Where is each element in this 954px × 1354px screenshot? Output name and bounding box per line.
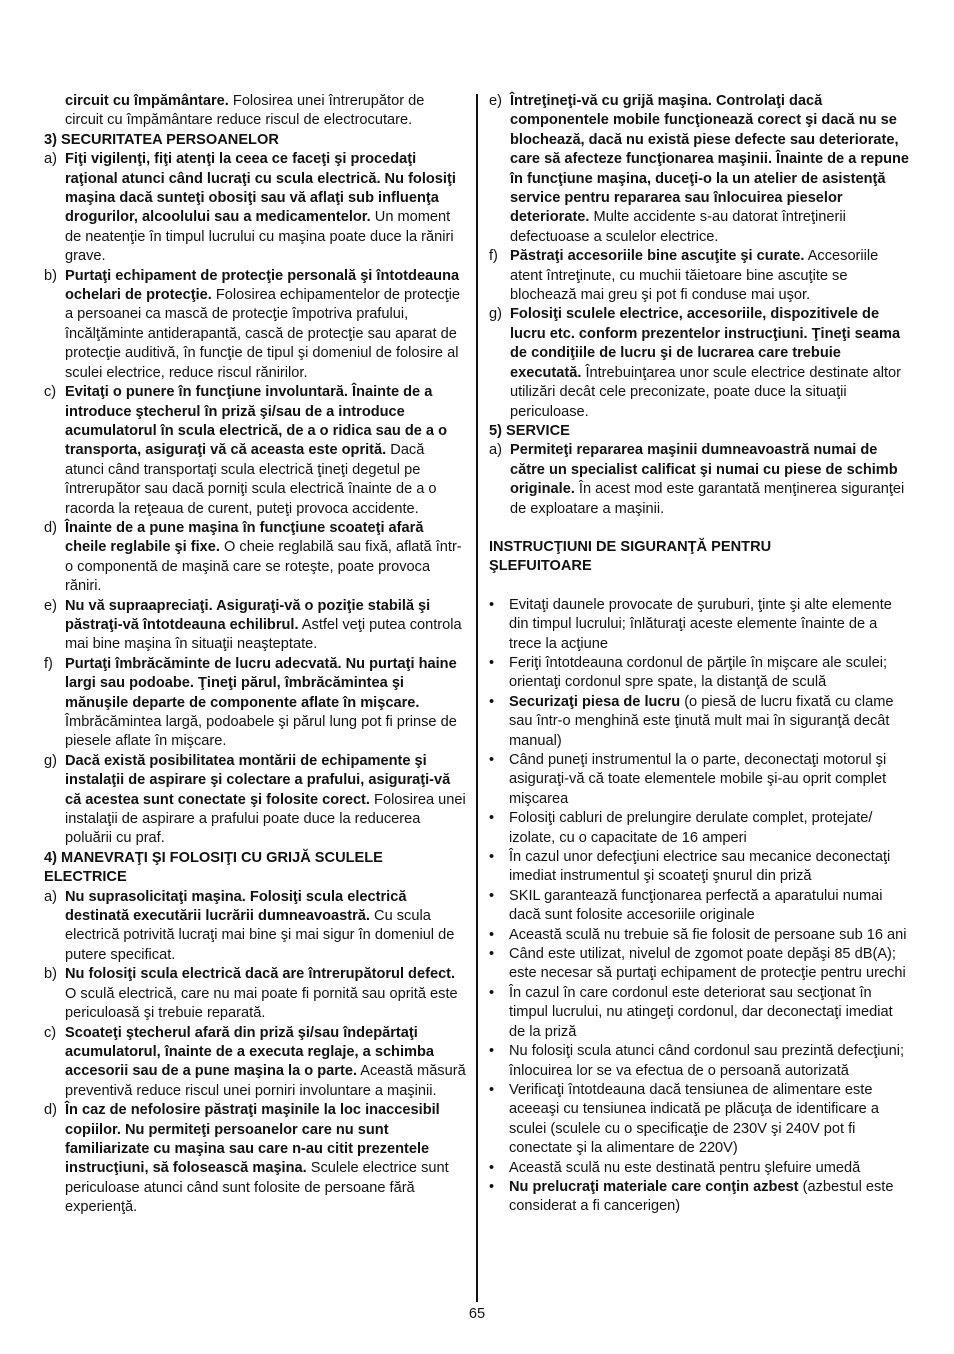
item-label: e) (489, 93, 502, 109)
bullet-item (489, 945, 911, 984)
item-text: O sculă electrică, care nu mai poate fi pornită sau oprită este periculoasă şi trebuie reparată. (65, 985, 458, 1022)
list-item (44, 888, 466, 966)
item-label: a) (44, 151, 57, 168)
item-label: a) (44, 888, 57, 905)
item-label: b) (44, 966, 57, 983)
item-label: d) (44, 519, 57, 536)
bullet-text: Folosiţi cabluri de prelungire derulate complet, protejate/ izolate, cu o capacitate de 16 amperi (509, 810, 873, 846)
bullet-dot-icon: • (489, 1178, 495, 1195)
item-text: Folosirea echipamentelor de protecţie a persoanei ca mască de protecţie împotriva prafului, încălţăminte antiderapantă, cască de protecţie sau aparat de protecţie auditivă, în funcţie de tipul şi domeniul de folosire al sculei electrice, reduce riscul rănirilor. (65, 287, 461, 381)
bullet-dot-icon: • (489, 810, 495, 827)
bullet-dot-icon: • (489, 887, 495, 904)
section-4-list (44, 888, 466, 1218)
item-label: g) (44, 752, 57, 769)
bullet-text: În cazul unor defecţiuni electrice sau mecanice deconectaţi imediat instrumentul şi scoateţi şnurul din priză (509, 849, 891, 885)
list-item (489, 441, 911, 519)
item-text: Folosirea unei instalaţii de aspirare a prafului poate duce la reducerea poluării cu praf. (65, 791, 466, 847)
list-item (44, 519, 466, 597)
item-label: c) (44, 1024, 57, 1041)
bullet-item (489, 1042, 911, 1081)
bullet-dot-icon: • (489, 752, 495, 768)
item-bold-text: Scoateţi ştecherul afară din priză şi/sau îndepărtaţi acumulatorul, înainte de a executa reglaje, a schimba accesorii sau de a pune maşina la o parte. (65, 1024, 435, 1080)
bullet-item (489, 596, 911, 654)
list-item (44, 267, 466, 383)
bullet-item (489, 654, 911, 693)
bullet-item (489, 1159, 911, 1178)
item-text: Îmbrăcămintea largă, podoabele şi părul lung pot fi prinse de piesele aflate în mişcare. (65, 714, 457, 750)
bullet-item (489, 809, 911, 848)
item-text: Un moment de neatenţie în timpul lucrului cu maşina poate duce la răniri grave. (65, 209, 454, 265)
bullet-text: Evitaţi daunele provocate de şuruburi, ţinte şi alte elemente din timpul lucrului; înlăturaţi aceste elemente înainte de a trece la acţiune (509, 596, 892, 652)
item-bold-text: Permiteţi repararea maşinii dumneavoastră numai de către un specialist calificat şi numai cu piese de schimb originale. (510, 442, 898, 498)
list-item (489, 247, 911, 305)
item-bold-text: Nu folosiţi scula electrică dacă are întrerupătorul defect. (65, 966, 456, 983)
bullet-dot-icon: • (489, 849, 495, 866)
item-text: Această măsură preventivă reduce riscul unei porniri involuntare a maşinii. (65, 1063, 466, 1099)
bullet-dot-icon: • (489, 654, 495, 671)
right-column (489, 92, 911, 1217)
bullet-text: Când puneţi instrumentul la o parte, deconectaţi motorul şi asiguraţi-vă că toate elementele mobile şi-au oprit complet mişcarea (509, 752, 887, 807)
bullet-item (489, 848, 911, 887)
item-bold-text: În caz de nefolosire păstraţi maşinile la loc inaccesibil copiilor. Nu permiteţi persoanelor care nu sunt familiarizate cu maşina sau care n-au citit prezentele instrucţiuni, să folosească maşina. (65, 1102, 440, 1177)
item-bold-text: Înainte de a pune maşina în funcţiune scoateţi afară cheile reglabile şi fixe. (65, 519, 424, 556)
bullet-item (489, 887, 911, 926)
intro-text: Folosirea unei întrerupător de circuit cu împământare reduce riscul de electrocutare. (65, 93, 425, 129)
bullet-dot-icon: • (489, 984, 495, 1001)
safety-heading: INSTRUCŢIUNI DE SIGURANŢĂ PENTRU ŞLEFUITOARE (489, 538, 772, 575)
item-bold-text: Purtaţi echipament de protecţie personală şi întotdeauna ochelari de protecţie. (65, 267, 460, 304)
bullet-dot-icon: • (489, 1081, 495, 1098)
bullet-bold-text: Securizaţi piesa de lucru (509, 693, 681, 710)
section-5-heading: 5) SERVICE (489, 422, 570, 439)
item-bold-text: Întreţineţi-vă cu grijă maşina. Controlaţi dacă componentele mobile funcţionează corect şi dacă nu se blochează, dacă nu există piese defecte sau deteriorate, care să afecteze funcţionarea maşinii. Înainte de a repune în funcţiune maşina, duceţi-o la un atelier de asistenţă service pentru repararea sau înlocuirea pieselor deteriorate. (510, 93, 910, 226)
item-label: a) (489, 442, 502, 459)
bullet-text: (o piesă de lucru fixată cu clame sau într-o menghină este ţinută mult mai în siguranţă decât manual) (509, 693, 894, 749)
item-bold-text: Fiţi vigilenţi, fiţi atenţi la ceea ce faceţi şi procedaţi raţional atunci când lucraţi cu scula electrică. Nu folosiţi maşina dacă sunteţi obosiţi sau vă aflaţi sub influenţa drogurilor, alcoolului sau a medicamentelor. (65, 151, 456, 226)
section-4-continued-list (489, 92, 911, 422)
bullet-dot-icon: • (489, 1043, 495, 1060)
list-item (44, 150, 466, 266)
item-text: Întrebuinţarea unor scule electrice destinate altor utilizări decât cele preconizate, poate duce la situaţii periculoase. (510, 364, 902, 420)
left-column (44, 92, 466, 1218)
item-bold-text: Folosiţi sculele electrice, accesoriile, dispozitivele de lucru etc. conform prezentelor instrucţiuni. Ţineţi seama de condiţiile de lucru şi de lucrarea care trebuie executată. (510, 306, 901, 381)
item-text: Cu scula electrică potrivită lucraţi mai bine şi mai sigur în domeniul de putere specificat. (65, 908, 455, 963)
bullet-dot-icon: • (489, 946, 495, 963)
item-bold-text: Dacă există posibilitatea montării de echipamente şi instalaţii de aspirare şi colectare a prafului, asiguraţi-vă că acestea sunt conectate şi folosite corect. (65, 752, 451, 808)
bullet-text: În cazul în care cordonul este deteriorat sau secţionat în timpul lucrului, nu atingeţi cordonul, dar deconectaţi imediat de la priză (509, 984, 893, 1040)
item-bold-text: Evitaţi o punere în funcţiune involuntară. Înainte de a introduce ştecherul în priză şi/sau de a introduce acumulatorul în scula electrică, de a o ridica sau de a o transporta, asiguraţi vă că aceasta este oprită. (65, 384, 448, 459)
safety-bullet-list (489, 596, 911, 1217)
list-item (44, 597, 466, 655)
list-item (489, 305, 911, 421)
page-number: 65 (468, 1306, 486, 1322)
bullet-item (489, 751, 911, 809)
bullet-text: Feriţi întotdeauna cordonul de părţile în mişcare ale sculei; orientaţi cordonul spre spate, la distanţă de sculă (509, 654, 888, 691)
section-3-heading: 3) SECURITATEA PERSOANELOR (44, 131, 279, 148)
bullet-text: (azbestul este considerat a fi cancerigen) (509, 1178, 894, 1215)
bullet-text: Această sculă nu trebuie să fie folosit de persoane sub 16 ani (509, 926, 907, 943)
intro-bold: circuit cu împământare. (65, 93, 229, 109)
item-label: c) (44, 384, 57, 401)
list-item (44, 1024, 466, 1102)
bullet-dot-icon: • (489, 1159, 495, 1176)
item-bold-text: Nu suprasolicitaţi maşina. Folosiţi scula electrică destinată executării lucrării dumneavoastră. (65, 888, 407, 925)
bullet-item (489, 1178, 911, 1217)
bullet-item (489, 926, 911, 945)
item-text: Sculele electrice sunt periculoase atunci când sunt folosite de persoane fără experienţă. (65, 1160, 449, 1216)
bullet-dot-icon: • (489, 926, 495, 943)
item-label: b) (44, 267, 57, 284)
item-text: Accesoriile atent întreţinute, cu muchii tăietoare bine ascuţite se blochează mai greu şi pot fi conduse mai uşor. (510, 248, 879, 304)
item-text: În acest mod este garantată menţinerea siguranţei de exploatare a maşinii. (510, 481, 905, 517)
item-label: f) (489, 248, 498, 265)
bullet-dot-icon: • (489, 693, 495, 710)
item-text: Multe accidente s-au datorat întreţinerii defectuoase a sculelor electrice. (510, 209, 846, 245)
item-bold-text: Păstraţi accesoriile bine ascuţite şi curate. (510, 248, 805, 265)
column-divider (476, 94, 478, 1302)
item-label: g) (489, 306, 502, 323)
list-item (489, 92, 911, 247)
item-label: d) (44, 1102, 57, 1119)
bullet-text: Verificaţi întotdeauna dacă tensiunea de alimentare este aceeaşi cu tensiunea indicată pe plăcuţa de identificare a sculei (sculele cu o specificaţie de 230V şi 240V pot fi conectate şi la alimentare de 220V) (509, 1081, 879, 1157)
bullet-bold-text: Nu prelucraţi materiale care conţin azbest (509, 1178, 799, 1195)
bullet-text: Când este utilizat, nivelul de zgomot poate depăşi 85 dB(A); este necesar să purtaţi echipament de protecţie pentru urechi (509, 946, 906, 982)
item-text: Astfel veţi putea controla mai bine maşina în situaţii neaşteptate. (65, 616, 462, 653)
bullet-text: SKIL garantează funcţionarea perfectă a aparatului numai dacă sunt folosite accesoriile originale (509, 887, 883, 924)
section-5-list (489, 441, 911, 519)
bullet-text: Această sculă nu este destinată pentru şlefuire umedă (509, 1159, 861, 1176)
bullet-dot-icon: • (489, 596, 495, 613)
list-item (44, 1101, 466, 1217)
item-bold-text: Nu vă supraapreciaţi. Asiguraţi-vă o poziţie stabilă şi păstraţi-vă întotdeauna echilibrul. (65, 597, 431, 633)
list-item (44, 655, 466, 752)
list-item (44, 752, 466, 849)
section-4-heading: 4) MANEVRAŢI ŞI FOLOSIŢI CU GRIJĂ SCULELE ELECTRICE (44, 849, 383, 886)
item-text: O cheie reglabilă sau fixă, aflată într-o componentă de maşină care se roteşte, poate provoca răniri. (65, 539, 462, 595)
intro-paragraph (44, 92, 466, 131)
bullet-text: Nu folosiţi scula atunci când cordonul sau prezintă defecţiuni; înlocuirea lor se va efectua de o persoană autorizată (509, 1043, 905, 1079)
section-3-list (44, 150, 466, 849)
list-item (44, 965, 466, 1023)
item-text: Dacă atunci când transportaţi scula electrică ţineţi degetul pe întrerupător sau dacă porniţi scula electrică înainte de a o racorda la reţeaua de curent, puteţi provoca accidente. (65, 442, 437, 517)
item-bold-text: Purtaţi îmbrăcăminte de lucru adecvată. Nu purtaţi haine largi sau podoabe. Ţineţi părul, îmbrăcămintea şi mănuşile departe de componente aflate în mişcare. (65, 655, 457, 711)
item-label: e) (44, 597, 57, 614)
list-item (44, 383, 466, 519)
bullet-item (489, 1081, 911, 1159)
bullet-item (489, 693, 911, 751)
item-label: f) (44, 655, 53, 672)
bullet-item (489, 984, 911, 1042)
